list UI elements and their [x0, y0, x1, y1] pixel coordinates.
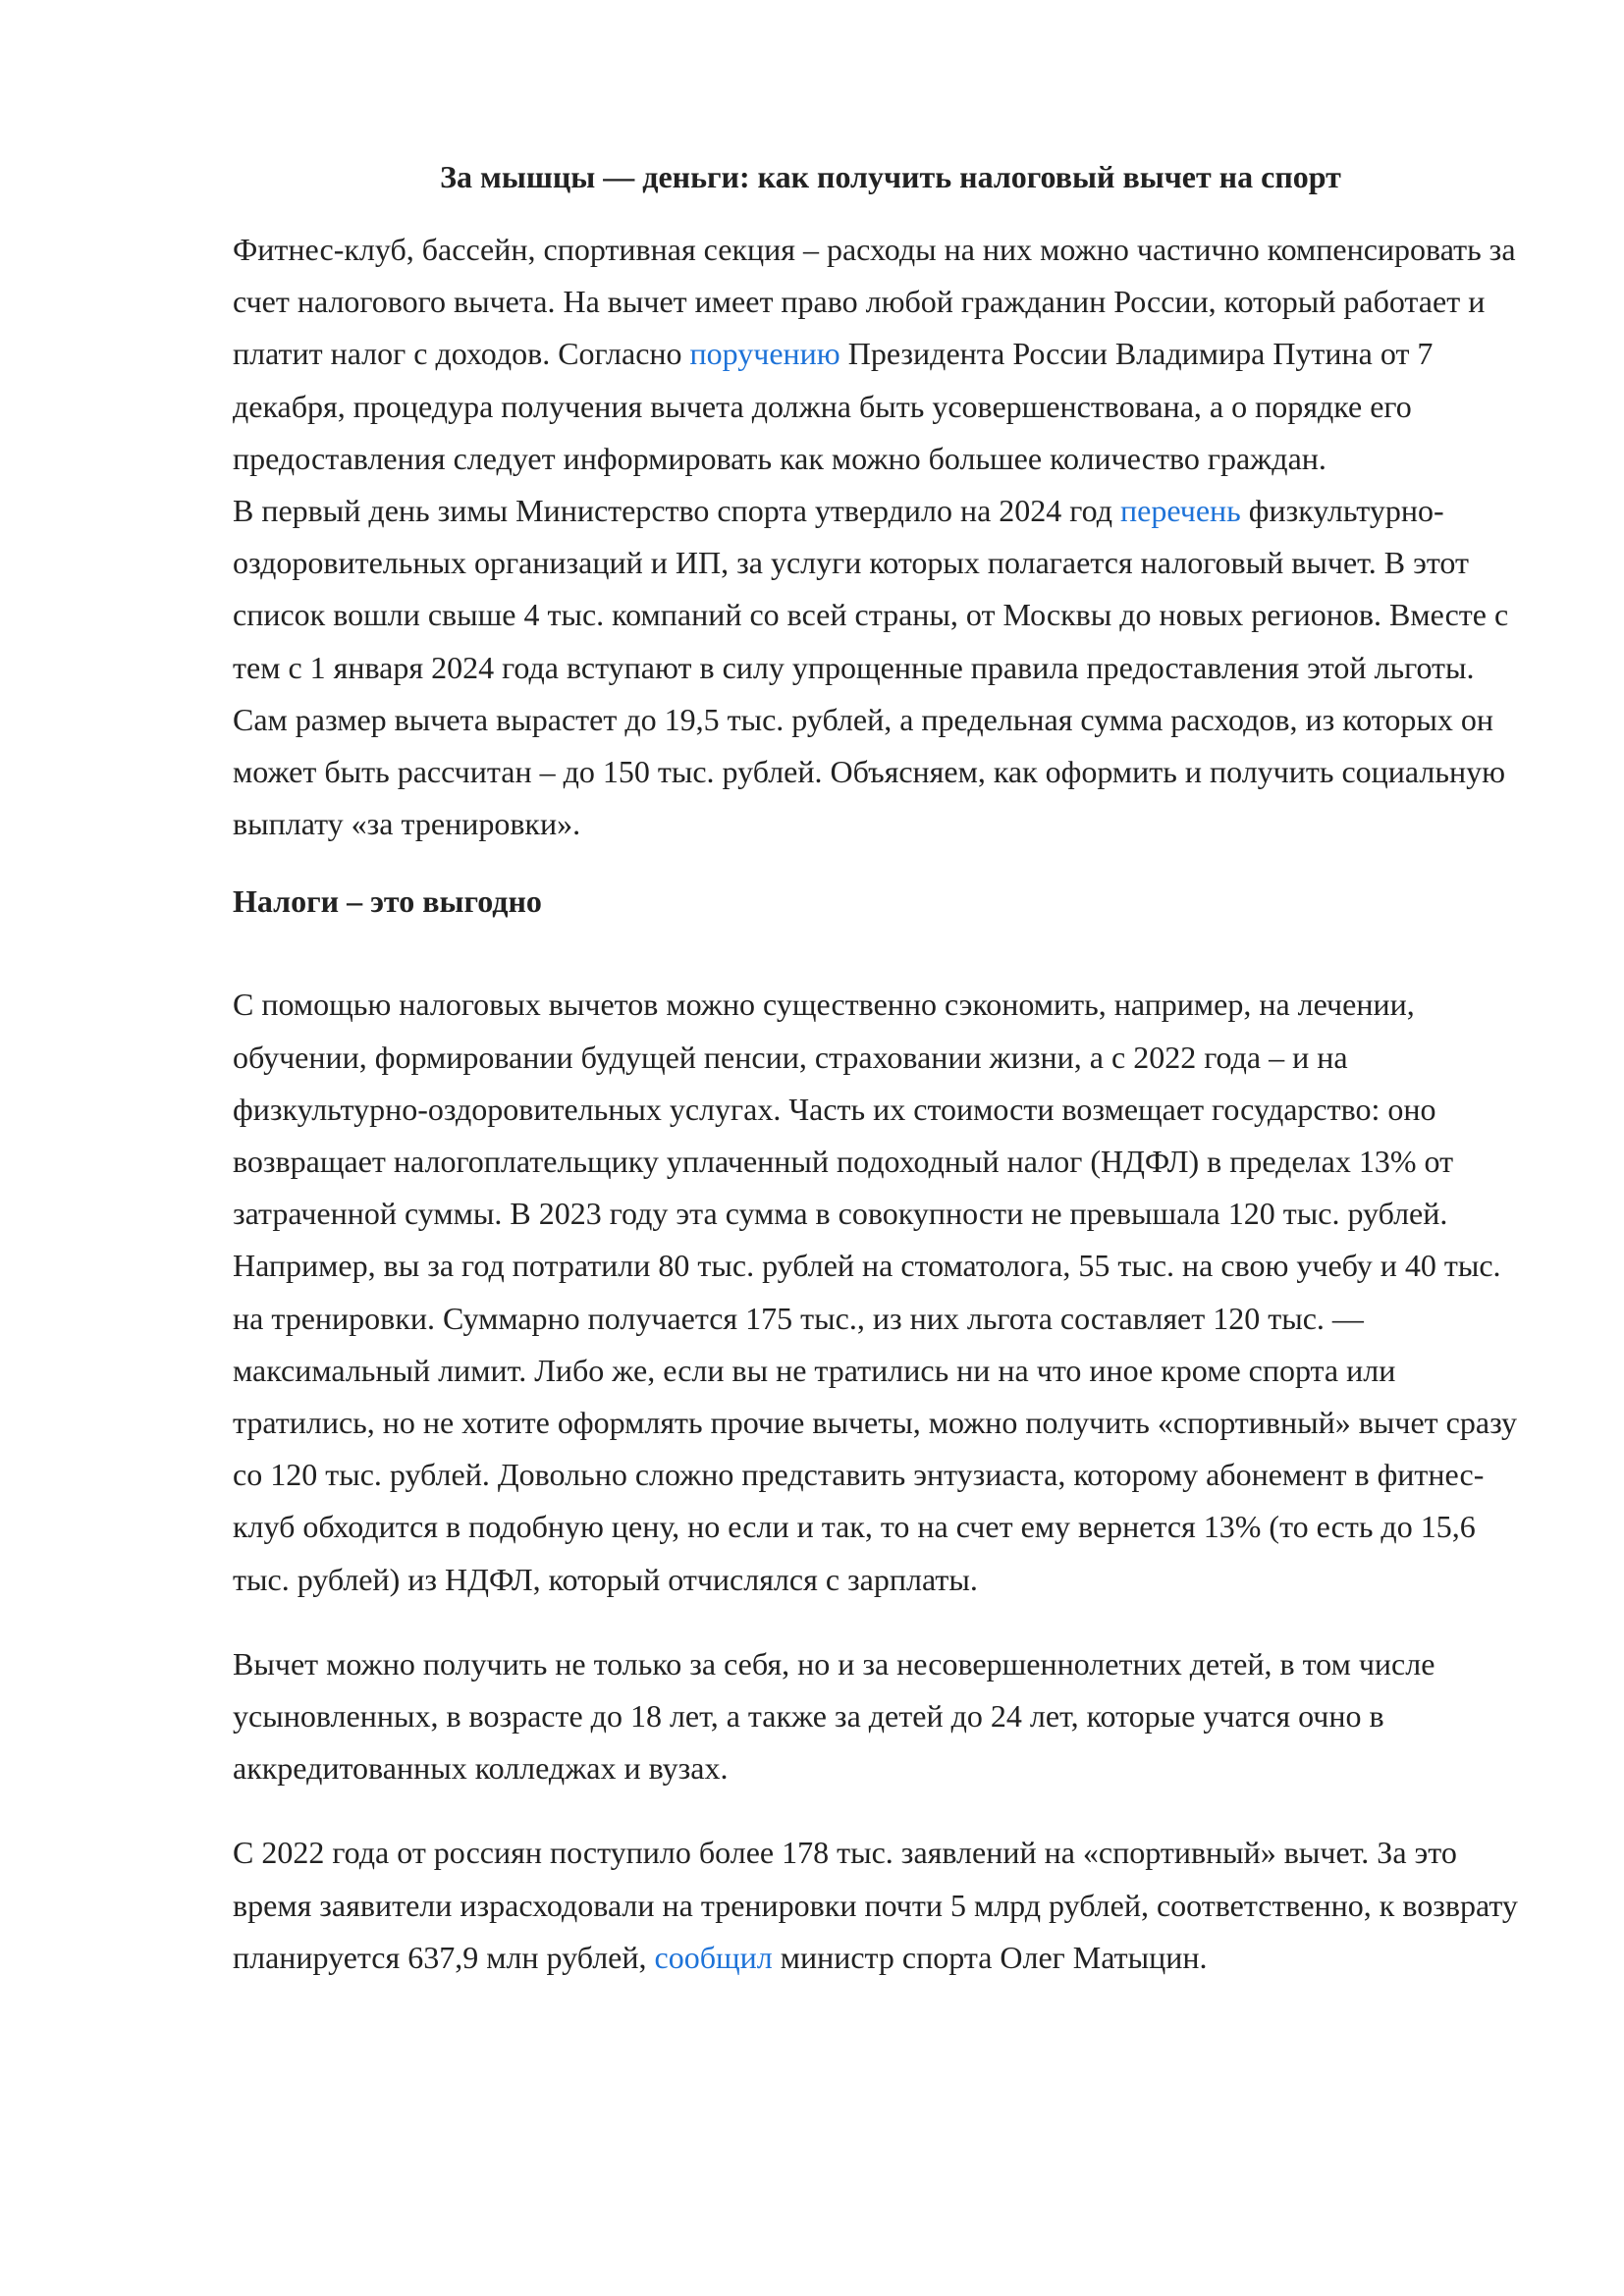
document-page: [233, 147, 1519, 1984]
intro-paragraph: [233, 224, 1519, 485]
intro-text-1: Фитнес-клуб, бассейн, спортивная секция – расходы на них можно частично компенсировать за счет налогового вычета. На вычет имеет право любой гражданин России, который работает и платит налог с доходов. Согласно: [233, 232, 1516, 372]
paragraph-6: [233, 1827, 1519, 1984]
p6-text-1: С 2022 года от россиян поступило более 178 тыс. заявлений на «спортивный» вычет. За это время заявители израсходовали на тренировки почти 5 млрд рублей, соответственно, к возврату планируется 637,9 млн рублей,: [233, 1835, 1518, 1975]
link-perechen[interactable]: перечень: [1119, 493, 1241, 529]
spacer: [233, 1606, 1519, 1638]
section-heading: Налоги – это выгодно: [233, 883, 542, 920]
intro-text-2: Президента России Владимира Путина от 7 декабря, процедура получения вычета должна быть усовершенствована, а о порядке его предоставления следует информировать как можно большее количество граждан.: [233, 336, 1434, 476]
paragraph-2: [233, 485, 1519, 850]
spacer: [233, 850, 1519, 876]
paragraph-5: Вычет можно получить не только за себя, но и за несовершеннолетних детей, в том числе усыновленных, в возрасте до 18 лет, а также за детей до 24 лет, которые учатся очно в аккредитованных колледжах и вузах.: [233, 1645, 1435, 1787]
p2-text-1: В первый день зимы Министерство спорта утвердило на 2024 год: [233, 493, 1120, 529]
p2-text-2: физкультурно-оздоровительных организаций и ИП, за услуги которых полагается налоговый вычет. В этот список вошли свыше 4 тыс. компаний со всей страны, от Москвы до новых регионов. Вместе с тем с 1 января 2024 года вступают в силу упрощенные правила предоставления этой льготы. Сам размер вычета вырастет до 19,5 тыс. рублей, а предельная сумма расходов, из которых он может быть рассчитан – до 150 тыс. рублей. Объясняем, как оформить и получить социальную выплату «за тренировки».: [233, 493, 1509, 842]
article-title: За мышцы — деньги: как получить налоговый вычет на спорт: [440, 159, 1341, 194]
link-soobshchil[interactable]: сообщил: [654, 1939, 773, 1975]
spacer: [233, 1794, 1519, 1827]
link-poruchenie[interactable]: поручению: [689, 336, 840, 372]
p6-text-2: министр спорта Олег Матыцин.: [772, 1939, 1208, 1975]
paragraph-3: С помощью налоговых вычетов можно существенно сэкономить, например, на лечении, обучении, формировании будущей пенсии, страховании жизни, а с 2022 года – и на физкультурно-оздоровительных услугах. Часть их стоимости возмещает государство: оно возвращает налогоплательщику уплаченный подоходный налог (НДФЛ) в пределах 13% от затраченной суммы. В 2023 году эта сумма в совокупности не превышала 120 тыс. рублей.: [233, 987, 1454, 1232]
paragraph-4: Например, вы за год потратили 80 тыс. рублей на стоматолога, 55 тыс. на свою учебу и 40 тыс. на тренировки. Суммарно получается 175 тыс., из них льгота составляет 120 тыс. — максимальный лимит. Либо же, если вы не тратились ни на что иное кроме спорта или тратились, но не хотите оформлять прочие вычеты, можно получить «спортивный» вычет сразу со 120 тыс. рублей. Довольно сложно представить энтузиаста, которому абонемент в фитнес-клуб обходится в подобную цену, но если и так, то на счет ему вернется 13% (то есть до 15,6 тыс. рублей) из НДФЛ, который отчислялся с зарплаты.: [233, 1248, 1518, 1597]
spacer: [233, 928, 1519, 979]
